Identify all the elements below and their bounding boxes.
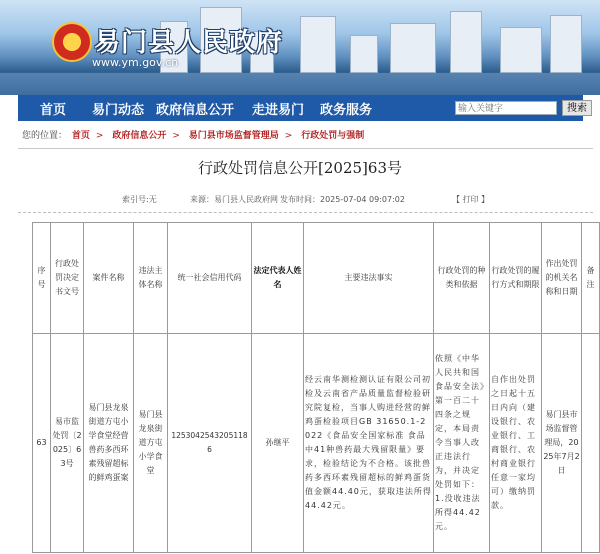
cell-method: 自作出处罚之日起十五日内向（建设银行、农业银行、工商银行、农村商业银行任意一家均可）缴纳罚款。 — [490, 334, 542, 553]
cell-credit-code: 12530425432051186 — [168, 334, 252, 553]
index-number: 索引号:无 — [122, 195, 157, 204]
search-button[interactable]: 搜索 — [562, 100, 592, 116]
nav-info-disclosure[interactable]: 政府信息公开 — [156, 103, 235, 118]
nav-about-yimen[interactable]: 走进易门 — [252, 103, 305, 118]
cell-doc-no: 易市监处罚〔2025〕63号 — [51, 334, 84, 553]
cell-no: 63 — [33, 334, 51, 553]
building — [390, 23, 436, 73]
table-header-row — [33, 223, 600, 334]
table-row — [33, 334, 600, 553]
site-url: www.ym.gov.cn — [92, 56, 179, 69]
header-cell: 法定代表人姓名 — [252, 223, 304, 334]
breadcrumb-separator: > — [172, 131, 180, 141]
header-cell: 违法主体名称 — [134, 223, 168, 334]
search-input[interactable] — [455, 101, 557, 115]
building — [300, 16, 336, 73]
divider — [18, 148, 593, 149]
cell-facts: 经云南华测检测认证有限公司初检及云南省产品质量监督检验研究院复检，当事人购进经营的鲜鸡蛋检验项目GB 31650.1-2022《食品安全国家标准 食品中41种兽药最大残留限量》要求，检验结论为不合格。该批兽药多西环素残留超标的鲜鸡蛋货值金额44.40元，获取违法所得44.42元。 — [304, 334, 434, 553]
penalty-table — [32, 222, 600, 553]
divider — [18, 212, 593, 213]
header-cell: 案件名称 — [84, 223, 134, 334]
header-cell: 行政处罚的种类和依据 — [434, 223, 490, 334]
header-cell: 作出处罚的机关名称和日期 — [542, 223, 582, 334]
cell-remark — [582, 334, 600, 553]
water — [0, 73, 600, 95]
header-cell: 行政处罚决定书文号 — [51, 223, 84, 334]
header-banner — [0, 0, 600, 95]
header-cell: 行政处罚的履行方式和期限 — [490, 223, 542, 334]
breadcrumb-bureau[interactable]: 易门县市场监督管理局 — [188, 131, 279, 141]
breadcrumb-home[interactable]: 首页 — [71, 131, 90, 141]
header-cell: 序号 — [33, 223, 51, 334]
cell-legal-rep: 孙继平 — [252, 334, 304, 553]
breadcrumb — [22, 128, 592, 148]
cell-authority: 易门县市场监督管理局，2025年7月2日 — [542, 334, 582, 553]
nav-home[interactable]: 首页 — [40, 103, 67, 118]
header-cell: 备注 — [582, 223, 600, 334]
cell-entity: 易门县龙泉街道方屯小学食堂 — [134, 334, 168, 553]
page-title: 行政处罚信息公开[2025]63号 — [198, 159, 402, 177]
nav-gov-services[interactable]: 政务服务 — [320, 103, 373, 118]
print-link[interactable]: 【 打印 】 — [452, 195, 490, 204]
breadcrumb-label: 您的位置： — [22, 131, 68, 141]
breadcrumb-penalty[interactable]: 行政处罚与强制 — [301, 131, 365, 141]
site-title[interactable]: 易门县人民政府 — [94, 28, 284, 58]
source: 来源：易门县人民政府网 — [190, 195, 278, 204]
building — [450, 11, 482, 73]
national-emblem-icon: ★ — [52, 22, 92, 62]
breadcrumb-separator: > — [95, 131, 104, 141]
cell-penalty: 依照《中华人民共和国食品安全法》第一百二十四条之规定，本局责令当事人改正违法行为，并决定处罚如下：1.没收违法所得44.42元。 — [434, 334, 490, 553]
publish-time: 发布时间：2025-07-04 09:07:02 — [280, 195, 405, 204]
header-cell: 主要违法事实 — [304, 223, 434, 334]
cell-case-name: 易门县龙泉街道方屯小学食堂经营兽药多西环素残留超标的鲜鸡蛋案 — [84, 334, 134, 553]
building — [550, 15, 582, 73]
building — [350, 35, 378, 73]
nav-news[interactable]: 易门动态 — [92, 103, 145, 118]
breadcrumb-info-disclosure[interactable]: 政府信息公开 — [112, 131, 167, 141]
building — [500, 27, 542, 73]
breadcrumb-separator: > — [284, 131, 293, 141]
header-cell: 统一社会信用代码 — [168, 223, 252, 334]
